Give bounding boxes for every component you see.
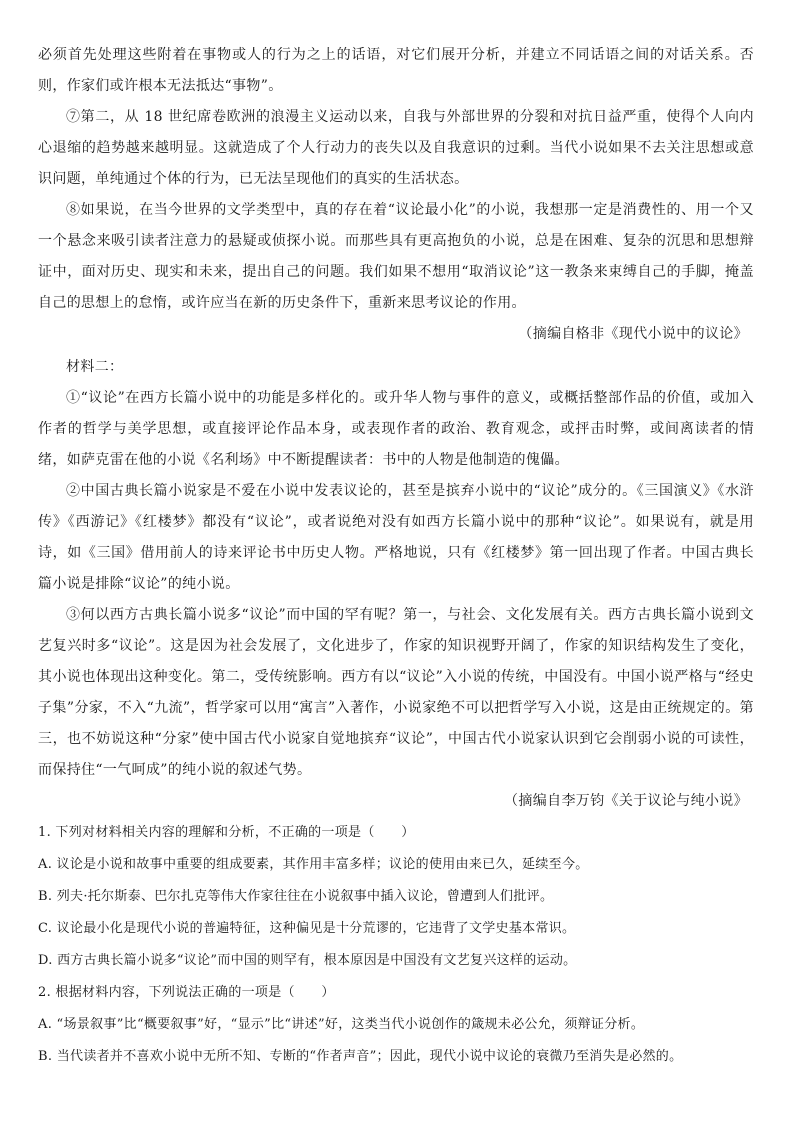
material-two-paragraph-3: ③何以西方古典长篇小说多“议论”而中国的罕有呢？第一，与社会、文化发展有关。西方古典长篇小说到文艺复兴时多“议论”。这是因为社会发展了，文化进步了，作家的知识视野开阔了，作家的知识结构发生了变化，其小说也体现出这种变化。第二，受传统影响。西方有以“议论”入小说的传统，中国没有。中国小说严格与“经史子集”分家，不入“九流”，哲学家可以用“寓言”入著作，小说家绝不可以把哲学写入小说，这是由正统规定的。第三，也不妨说这种“分家”使中国古代小说家自觉地摈弃“议论”，中国古代小说家认识到它会削弱小说的可读性，而保持住“一气呵成”的纯小说的叙述气势。 [38, 607, 754, 778]
question-stem: 2. 根据材料内容，下列说法正确的一项是（ ） [38, 985, 335, 1000]
material-two-paragraph-1: ①“议论”在西方长篇小说中的功能是多样化的。或升华人物与事件的意义，或概括整部作品的价值，或加入作者的哲学与美学思想，或直接评论作品本身，或表现作者的政治、教育观念，或抨击时弊，或间离读者的情绪，如萨克雷在他的小说《名利场》中不断提醒读者：书中的人物是他制造的傀儡。 [38, 390, 754, 468]
material-two-section [38, 352, 754, 817]
questions-section [38, 817, 754, 1073]
question-option: C. 议论最小化是现代小说的普遍特征，这种偏见是十分荒谬的，它违背了文学史基本常识。 [38, 921, 576, 936]
material-two-label: 材料二： [66, 359, 124, 375]
material-one-paragraph-8: ⑧如果说，在当今世界的文学类型中，真的存在着“议论最小化”的小说，我想那一定是消费性的、用一个又一个悬念来吸引读者注意力的悬疑或侦探小说。而那些具有更高抱负的小说，总是在困难、复杂的沉思和思想辩证中，面对历史、现实和未来，提出自己的问题。我们如果不想用“取消议论”这一教条来束缚自己的手脚，掩盖自己的思想上的怠惰，或许应当在新的历史条件下，重新来思考议论的作用。 [38, 202, 754, 311]
material-one-source: （摘编自格非《现代小说中的议论》 [518, 326, 748, 342]
question-option: D. 西方古典长篇小说多“议论”而中国的则罕有，根本原因是中国没有文艺复兴这样的运动。 [38, 953, 577, 968]
material-two-paragraph-2: ②中国古典长篇小说家是不爱在小说中发表议论的，甚至是摈弃小说中的“议论”成分的。《三国演义》《水浒传》《西游记》《红楼梦》都没有“议论”，或者说绝对没有如西方长篇小说中的那种“议论”。如果说有，就是用诗，如《三国》借用前人的诗来评论书中历史人物。严格地说，只有《红楼梦》第一回出现了作者。中国古典长篇小说是排除“议论”的纯小说。 [38, 483, 754, 592]
material-one-paragraph-7: ⑦第二，从 18 世纪席卷欧洲的浪漫主义运动以来，自我与外部世界的分裂和对抗日益严重，使得个人向内心退缩的趋势越来越明显。这就造成了个人行动力的丧失以及自我意识的过剩。当代小说如果不去关注思想或意识问题，单纯通过个体的行为，已无法呈现他们的真实的生活状态。 [38, 109, 754, 187]
question-option: B. 当代读者并不喜欢小说中无所不知、专断的“作者声音”；因此，现代小说中议论的衰微乃至消失是必然的。 [38, 1049, 683, 1064]
question-2 [38, 977, 754, 1073]
question-option: B. 列夫·托尔斯泰、巴尔扎克等伟大作家往往在小说叙事中插入议论，曾遭到人们批评。 [38, 889, 554, 904]
question-stem: 1. 下列对材料相关内容的理解和分析，不正确的一项是（ ） [38, 825, 415, 840]
question-1 [38, 817, 754, 977]
material-two-source: （摘编自李万钧《关于议论与纯小说》 [504, 793, 748, 809]
document-page [38, 40, 754, 1073]
material-one-section [38, 40, 754, 350]
question-option: A. “场景叙事”比“概要叙事”好，“显示”比“讲述”好，这类当代小说创作的箴规未必公允，须辩证分析。 [38, 1017, 645, 1032]
question-option: A. 议论是小说和故事中重要的组成要素，其作用丰富多样；议论的使用由来已久，延续至今。 [38, 857, 589, 872]
material-one-paragraph-6-continued: 必须首先处理这些附着在事物或人的行为之上的话语，对它们展开分析，并建立不同话语之间的对话关系。否则，作家们或许根本无法抵达“事物”。 [38, 47, 754, 94]
